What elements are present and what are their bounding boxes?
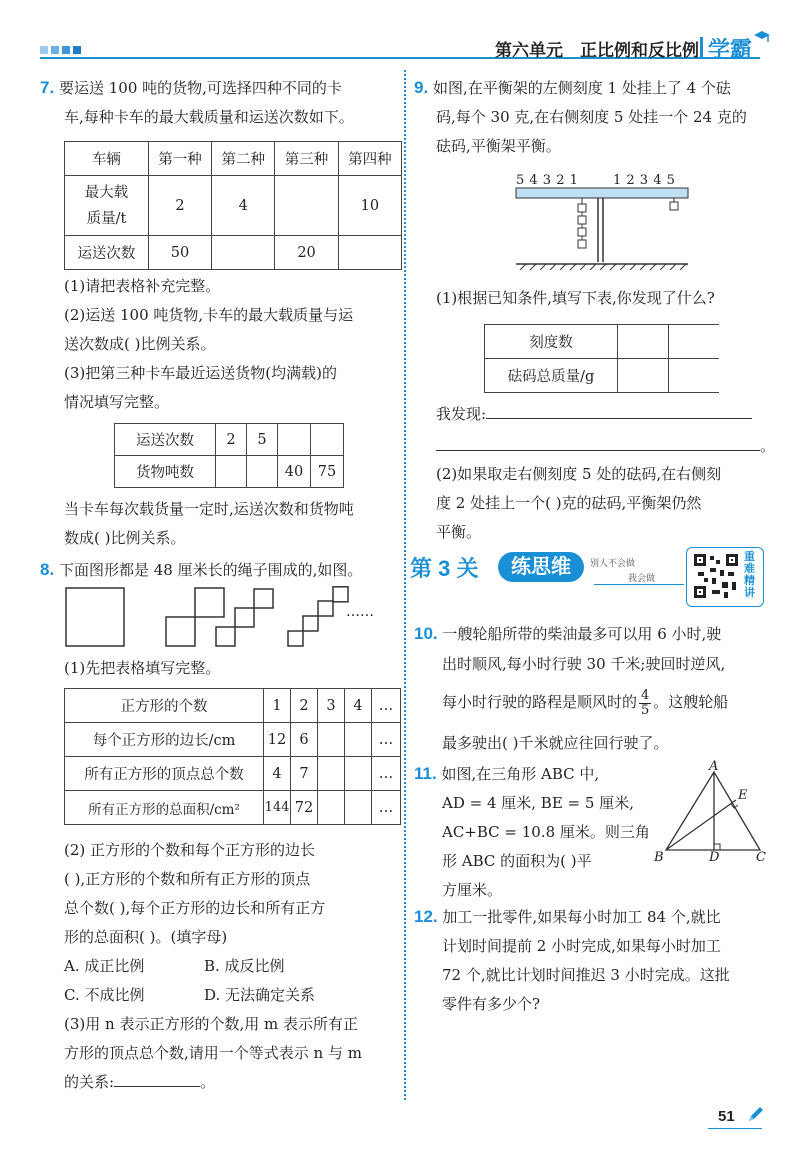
q7-conclusion-1: 当卡车每次载货量一定时,运送次数和货物吨 xyxy=(64,500,354,518)
square-figure xyxy=(303,616,318,631)
weight-block xyxy=(578,216,586,224)
table-cell xyxy=(278,424,311,456)
table-cell xyxy=(669,325,720,359)
table-cell: 3 xyxy=(318,689,345,723)
q8-option-b: B. 成反比例 xyxy=(204,957,285,975)
table-cell xyxy=(345,723,372,757)
q10-text-1: 一艘轮船所带的柴油最多可以用 6 小时,驶 xyxy=(442,625,722,643)
q10-text-3a: 每小时行驶的路程是顺风时的 xyxy=(442,693,638,711)
answer-blank[interactable] xyxy=(436,450,760,451)
q8-option-d: D. 无法确定关系 xyxy=(204,986,316,1004)
table-row-label: 砝码总质量/g xyxy=(485,359,618,393)
fraction-denominator: 5 xyxy=(641,702,650,718)
triangle-figure xyxy=(660,762,764,862)
table-cell: 1 xyxy=(264,689,291,723)
table-row-label: 所有正方形的总面积/cm² xyxy=(65,791,264,825)
square-figure xyxy=(216,627,235,646)
q8-ellipsis: …… xyxy=(346,604,374,620)
row-label-part: 最大载 xyxy=(84,184,129,201)
table-cell: 5 xyxy=(247,424,278,456)
table-cell: 2 xyxy=(291,689,318,723)
q12-line1 xyxy=(414,903,721,931)
table-header: 第四种 xyxy=(338,142,401,176)
q12-text-1: 加工一批零件,如果每小时加工 84 个,就比 xyxy=(442,908,721,926)
q9-found-end: 。 xyxy=(760,437,776,455)
q10-line1 xyxy=(414,620,721,648)
q10-line3 xyxy=(442,688,728,718)
q7-sub2a: (2)运送 100 吨货物,卡车的最大载质量与运 xyxy=(64,306,354,324)
q7-sub1: (1)请把表格补充完整。 xyxy=(64,277,221,295)
table-cell xyxy=(318,723,345,757)
q7-table2 xyxy=(114,423,344,488)
q8-sub1: (1)先把表格填写完整。 xyxy=(64,659,221,677)
q9-table xyxy=(484,324,719,393)
q9-text-2: 码,每个 30 克,在右侧刻度 5 处挂一个 24 克的 xyxy=(436,108,747,126)
square-figure xyxy=(288,631,303,646)
q8-sub3c-text: 的关系: xyxy=(64,1073,115,1091)
table-row-label: 货物吨数 xyxy=(115,456,216,488)
table-cell xyxy=(318,791,345,825)
q8-sub3-end: 。 xyxy=(200,1073,216,1091)
q7-text-1: 要运送 100 吨的货物,可选择四种不同的卡 xyxy=(58,79,342,97)
q9-found xyxy=(436,400,752,428)
header-square xyxy=(62,46,70,54)
stage-label: 第 3 关 xyxy=(410,556,479,581)
table-row-label xyxy=(65,176,149,236)
table-cell: 2 xyxy=(148,176,211,236)
table-cell: … xyxy=(372,723,401,757)
header-topic: 正比例和反比例 xyxy=(580,41,699,60)
q7-sub3b: 情况填写完整。 xyxy=(64,393,170,411)
table-cell: 144 xyxy=(264,791,291,825)
balance-beam xyxy=(516,188,688,198)
q11-text-1: 如图,在三角形 ABC 中, xyxy=(441,765,600,783)
q10-text-2: 出时顺风,每小时行驶 30 千米;驶回时逆风, xyxy=(442,655,726,673)
table-cell: 50 xyxy=(148,236,211,270)
table-cell: 4 xyxy=(264,757,291,791)
stage-tag-1: 别人不会做 xyxy=(590,559,636,569)
q8-option-c: C. 不成比例 xyxy=(64,986,145,1004)
stage-underline xyxy=(594,584,684,585)
graduation-cap-icon xyxy=(754,30,770,48)
table-cell xyxy=(345,791,372,825)
q9-sub2c: 平衡。 xyxy=(436,523,482,541)
fraction xyxy=(639,689,651,718)
square-figure xyxy=(235,608,254,627)
table-header: 车辆 xyxy=(65,142,149,176)
q7-conclusion-2: 数成( )比例关系。 xyxy=(64,529,186,547)
q8-option-a: A. 成正比例 xyxy=(64,957,145,975)
q8-sub3b: 方形的顶点总个数,请用一个等式表示 n 与 m xyxy=(64,1044,362,1062)
q8-sub2a: (2) 正方形的个数和每个正方形的边长 xyxy=(64,841,316,859)
stage-badge: 练思维 xyxy=(498,552,584,582)
table-cell: 75 xyxy=(311,456,344,488)
table-cell: 10 xyxy=(338,176,401,236)
table-cell xyxy=(618,359,669,393)
q9-number: 9. xyxy=(414,78,429,97)
q8-text-1: 下面图形都是 48 厘米长的绳子围成的,如图。 xyxy=(58,561,363,579)
q9-found-cont xyxy=(436,432,775,460)
q9-text-3: 砝码,平衡架平衡。 xyxy=(436,137,561,155)
table-cell xyxy=(216,456,247,488)
q11-text-2: AD = 4 厘米, BE = 5 厘米, xyxy=(442,794,634,812)
q12-text-4: 零件有多少个? xyxy=(442,995,541,1013)
ground-hatching xyxy=(520,264,686,270)
pencil-icon xyxy=(746,1106,764,1128)
table-row-label: 运送次数 xyxy=(65,236,149,270)
table-cell: 72 xyxy=(291,791,318,825)
q11-text-3: AC+BC = 10.8 厘米。则三角 xyxy=(442,823,650,841)
table-cell: 40 xyxy=(278,456,311,488)
table-cell: 12 xyxy=(264,723,291,757)
table-cell xyxy=(618,325,669,359)
table-cell xyxy=(345,757,372,791)
table-header: 第二种 xyxy=(212,142,275,176)
table-row-label: 正方形的个数 xyxy=(65,689,264,723)
q11-line1 xyxy=(414,760,599,788)
table-row-label: 运送次数 xyxy=(115,424,216,456)
header-square xyxy=(51,46,59,54)
header-square xyxy=(73,46,81,54)
point-c-label: C xyxy=(756,850,766,865)
table-cell: 4 xyxy=(345,689,372,723)
q8-sub2c: 总个数( ),每个正方形的边长和所有正方 xyxy=(64,899,326,917)
table-cell xyxy=(338,236,401,270)
column-divider xyxy=(404,70,406,1100)
weight-block xyxy=(670,202,678,210)
altitude-be xyxy=(666,800,736,850)
q9-sub2b: 度 2 处挂上一个( )克的砝码,平衡架仍然 xyxy=(436,494,702,512)
q8-line1 xyxy=(40,556,362,584)
table-cell xyxy=(318,757,345,791)
q11-text-4: 形 ABC 的面积为( )平 xyxy=(442,852,592,870)
table-header: 第三种 xyxy=(275,142,338,176)
q8-table xyxy=(64,688,401,825)
q10-text-3b: 。这艘轮船 xyxy=(653,693,729,711)
table-cell xyxy=(212,236,275,270)
table-cell xyxy=(669,359,720,393)
table-row-label: 每个正方形的边长/cm xyxy=(65,723,264,757)
weight-block xyxy=(578,228,586,236)
scale-right-labels: 1 2 3 4 5 xyxy=(613,173,676,188)
table-cell: 2 xyxy=(216,424,247,456)
square-figure xyxy=(195,588,224,617)
square-figure xyxy=(66,588,124,646)
table-cell: … xyxy=(372,757,401,791)
q8-sub3c xyxy=(64,1068,215,1096)
table-cell xyxy=(275,176,338,236)
header-brand: 学霸 xyxy=(708,37,753,62)
q7-number: 7. xyxy=(40,78,55,97)
q9-sub2a: (2)如果取走右侧刻度 5 处的砝码,在右侧刻 xyxy=(436,465,722,483)
table-cell xyxy=(311,424,344,456)
q7-sub2b: 送次数成( )比例关系。 xyxy=(64,335,216,353)
square-figure xyxy=(254,589,273,608)
page-number: 51 xyxy=(718,1108,735,1125)
fraction-numerator: 4 xyxy=(641,687,650,703)
scale-left-labels: 5 4 3 2 1 xyxy=(516,173,579,188)
q9-text-1: 如图,在平衡架的左侧刻度 1 处挂上了 4 个砝 xyxy=(432,79,731,97)
q12-text-3: 72 个,就比计划时间推迟 3 小时完成。这批 xyxy=(442,966,730,984)
square-figure xyxy=(333,587,348,602)
row-label-part: 质量/t xyxy=(86,210,127,227)
q11-text-5: 方厘米。 xyxy=(442,881,503,899)
table-cell: 7 xyxy=(291,757,318,791)
header-square xyxy=(40,46,48,54)
q12-text-2: 计划时间提前 2 小时完成,如果每小时加工 xyxy=(442,937,721,955)
q9-found-label: 我发现: xyxy=(436,405,487,423)
square-figure xyxy=(166,617,195,646)
q8-sub2d: 形的总面积( )。(填字母) xyxy=(64,928,228,946)
table-cell: … xyxy=(372,689,401,723)
q7-table xyxy=(64,141,402,270)
qr-code-icon[interactable] xyxy=(692,552,740,604)
point-e-label: E xyxy=(738,788,748,803)
q10-text-4: 最多驶出( )千米就应往回行驶了。 xyxy=(442,734,669,752)
weight-block xyxy=(578,240,586,248)
footer-rule xyxy=(708,1128,762,1129)
point-d-label: D xyxy=(709,850,720,865)
table-cell: … xyxy=(372,791,401,825)
weight-block xyxy=(578,204,586,212)
q9-sub1: (1)根据已知条件,填写下表,你发现了什么? xyxy=(436,289,715,307)
q7-text-2: 车,每种卡车的最大载质量和运送次数如下。 xyxy=(64,108,354,126)
q9-line1 xyxy=(414,74,731,102)
q7-sub3a: (3)把第三种卡车最近运送货物(均满载)的 xyxy=(64,364,337,382)
q11-number: 11. xyxy=(414,764,437,783)
header-unit: 第六单元 xyxy=(495,41,563,60)
table-cell: 20 xyxy=(275,236,338,270)
table-cell: 4 xyxy=(212,176,275,236)
square-figure xyxy=(318,601,333,616)
table-cell xyxy=(247,456,278,488)
header-divider xyxy=(700,37,703,59)
q8-number: 8. xyxy=(40,560,55,579)
stage-tag-2: 我会做 xyxy=(628,574,656,584)
table-row-label: 刻度数 xyxy=(485,325,618,359)
table-cell: 6 xyxy=(291,723,318,757)
q8-sub2b: ( ),正方形的个数和所有正方形的顶点 xyxy=(64,870,311,888)
q7-line1 xyxy=(40,74,342,102)
point-a-label: A xyxy=(709,759,719,774)
table-row-label: 所有正方形的顶点总个数 xyxy=(65,757,264,791)
point-b-label: B xyxy=(654,850,664,865)
q8-sub3a: (3)用 n 表示正方形的个数,用 m 表示所有正 xyxy=(64,1015,358,1033)
table-header: 第一种 xyxy=(148,142,211,176)
answer-blank[interactable] xyxy=(486,418,752,419)
q12-number: 12. xyxy=(414,907,438,926)
answer-blank[interactable] xyxy=(114,1086,200,1087)
q10-number: 10. xyxy=(414,624,438,643)
triangle-abc xyxy=(666,772,760,850)
qr-caption: 重难精讲 xyxy=(744,551,755,599)
